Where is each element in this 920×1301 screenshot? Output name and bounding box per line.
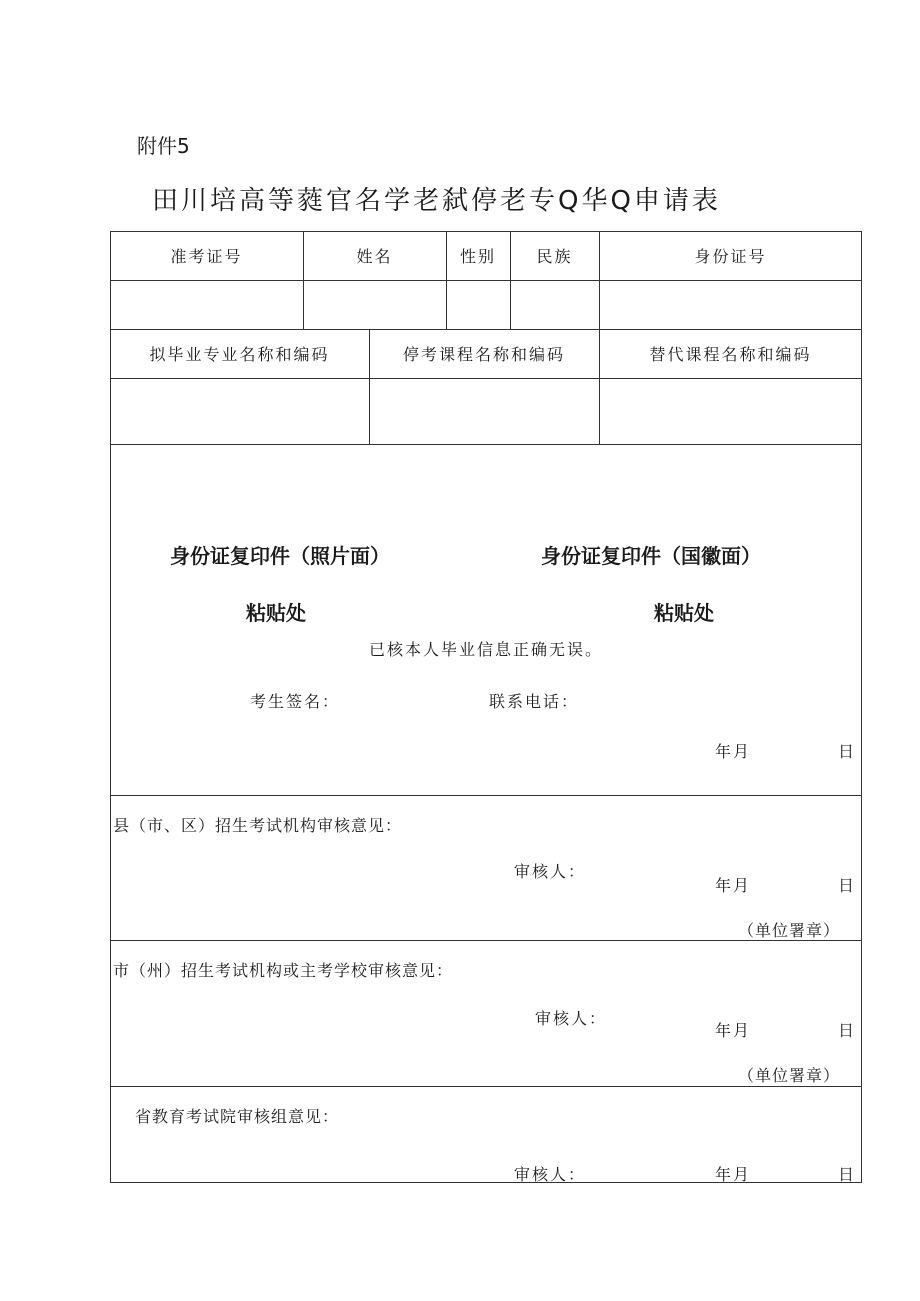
date-year-month: 年月 (715, 742, 752, 761)
id-copy-back-label: 身份证复印件（国徽面） (541, 544, 761, 568)
city-date-year-month: 年月 (715, 1021, 752, 1040)
province-date-year-month: 年月 (715, 1165, 752, 1184)
header-gender: 性别 (459, 247, 496, 266)
city-date-day: 日 (838, 1021, 857, 1040)
form-title: 田川培高等蕤官名学老弑停老专Q华Q申请表 (152, 186, 721, 216)
input-graduation-major[interactable] (111, 379, 368, 443)
paste-area-back: 粘贴处 (654, 601, 714, 625)
input-ethnicity[interactable] (511, 281, 598, 328)
city-review-label: 市（州）招生考试机构或主考学校审核意见： (113, 961, 454, 980)
header-exam-number: 准考证号 (170, 247, 243, 266)
attachment-label: 附件5 (137, 134, 190, 158)
input-name[interactable] (304, 281, 445, 328)
header-name: 姓名 (356, 247, 393, 266)
county-date-day: 日 (838, 876, 857, 895)
county-seal-label: （单位署章） (738, 921, 841, 940)
row-divider (110, 444, 862, 445)
province-date-day: 日 (838, 1165, 857, 1184)
county-review-label: 县（市、区）招生考试机构审核意见： (113, 816, 403, 835)
county-date-year-month: 年月 (715, 876, 752, 895)
input-id-number[interactable] (600, 281, 861, 328)
header-substitute-course: 替代课程名称和编码 (649, 345, 812, 364)
paste-area-front: 粘贴处 (246, 601, 306, 625)
city-reviewer-label: 审核人： (535, 1009, 608, 1028)
province-reviewer-label: 审核人： (514, 1165, 587, 1184)
header-graduation-major: 拟毕业专业名称和编码 (149, 345, 330, 364)
confirmation-statement: 已核本人毕业信息正确无误。 (369, 640, 604, 659)
input-gender[interactable] (447, 281, 509, 328)
header-discontinued-course: 停考课程名称和编码 (402, 345, 565, 364)
header-ethnicity: 民族 (536, 247, 573, 266)
row-divider (110, 1086, 862, 1087)
city-seal-label: （单位署章） (738, 1066, 841, 1085)
header-id-number: 身份证号 (694, 247, 767, 266)
candidate-signature-label: 考生签名： (250, 692, 341, 711)
county-reviewer-label: 审核人： (514, 862, 587, 881)
contact-phone-label: 联系电话： (489, 692, 580, 711)
id-copy-front-label: 身份证复印件（照片面） (170, 544, 390, 568)
row-divider (110, 795, 862, 796)
input-exam-number[interactable] (111, 281, 302, 328)
input-substitute-course[interactable] (600, 379, 861, 443)
input-discontinued-course[interactable] (370, 379, 598, 443)
date-day: 日 (838, 742, 857, 761)
province-review-label: 省教育考试院审核组意见： (135, 1107, 340, 1126)
